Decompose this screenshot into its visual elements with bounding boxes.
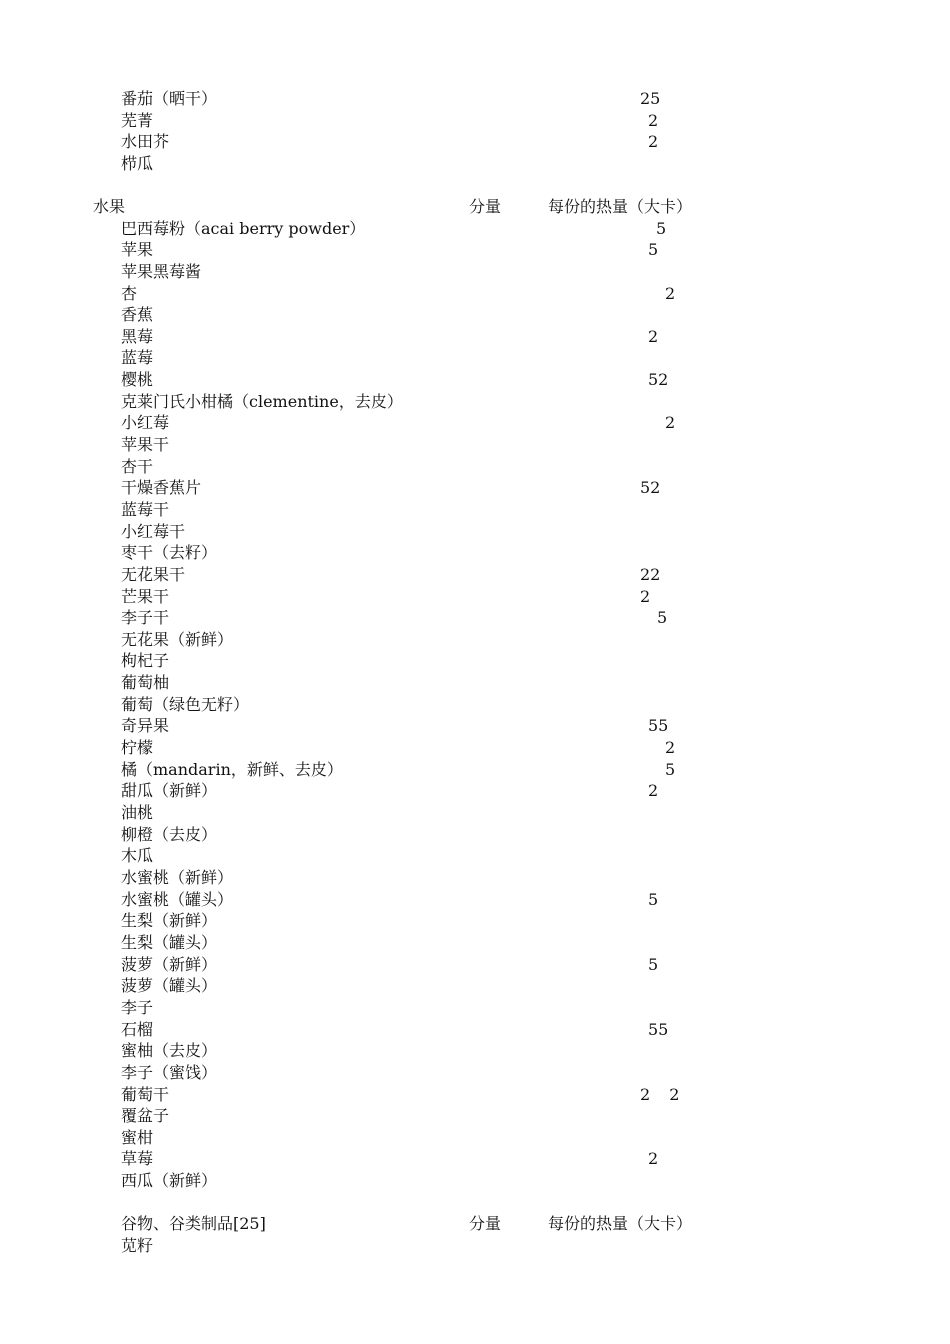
food-name: 覆盆子 bbox=[121, 1106, 170, 1125]
food-name: 苋籽 bbox=[121, 1236, 154, 1255]
kcal-value: 5 bbox=[665, 760, 676, 779]
kcal-value: 52 bbox=[648, 370, 669, 389]
food-name: 巴西莓粉（acai berry powder） bbox=[121, 219, 366, 238]
food-name: 油桃 bbox=[121, 803, 154, 822]
food-name: 番茄（晒干） bbox=[121, 89, 218, 108]
kcal-value: 5 bbox=[648, 240, 659, 259]
kcal-value: 2 bbox=[665, 738, 676, 757]
portion-column-header: 分量 bbox=[469, 197, 502, 216]
kcal-value: 2 bbox=[648, 1149, 659, 1168]
food-name: 奇异果 bbox=[121, 716, 170, 735]
kcal-value: 2 2 bbox=[640, 1085, 680, 1104]
food-name: 香蕉 bbox=[121, 305, 154, 324]
food-name: 葡萄（绿色无籽） bbox=[121, 695, 250, 714]
food-name: 李子（蜜饯） bbox=[121, 1063, 218, 1082]
section-title: 水果 bbox=[93, 197, 126, 216]
food-name: 苹果 bbox=[121, 240, 154, 259]
food-name: 西瓜（新鲜） bbox=[121, 1171, 218, 1190]
food-name: 水蜜桃（新鲜） bbox=[121, 868, 234, 887]
food-name: 生梨（新鲜） bbox=[121, 911, 218, 930]
food-name: 枸杞子 bbox=[121, 651, 170, 670]
food-name: 干燥香蕉片 bbox=[121, 478, 202, 497]
food-name: 木瓜 bbox=[121, 846, 154, 865]
kcal-column-header: 每份的热量（大卡） bbox=[548, 197, 693, 216]
food-name: 栉瓜 bbox=[121, 154, 154, 173]
food-name: 石榴 bbox=[121, 1020, 154, 1039]
food-name: 水田芥 bbox=[121, 132, 170, 151]
food-name: 葡萄干 bbox=[121, 1085, 170, 1104]
kcal-value: 55 bbox=[648, 1020, 669, 1039]
food-name: 芒果干 bbox=[121, 587, 170, 606]
food-name: 无花果干 bbox=[121, 565, 186, 584]
food-name: 菠萝（罐头） bbox=[121, 976, 218, 995]
kcal-value: 22 bbox=[640, 565, 661, 584]
kcal-value: 2 bbox=[648, 111, 659, 130]
food-name: 芜菁 bbox=[121, 111, 154, 130]
food-name: 黑莓 bbox=[121, 327, 154, 346]
food-name: 蜜柑 bbox=[121, 1128, 154, 1147]
food-name: 苹果黑莓酱 bbox=[121, 262, 202, 281]
food-name: 李子干 bbox=[121, 608, 170, 627]
kcal-value: 2 bbox=[648, 781, 659, 800]
food-name: 无花果（新鲜） bbox=[121, 630, 234, 649]
food-name: 柳橙（去皮） bbox=[121, 825, 218, 844]
kcal-value: 2 bbox=[665, 284, 676, 303]
kcal-column-header: 每份的热量（大卡） bbox=[548, 1214, 693, 1233]
kcal-value: 2 bbox=[640, 587, 651, 606]
food-name: 蓝莓 bbox=[121, 348, 154, 367]
food-name: 苹果干 bbox=[121, 435, 170, 454]
food-name: 枣干（去籽） bbox=[121, 543, 218, 562]
food-name: 菠萝（新鲜） bbox=[121, 955, 218, 974]
kcal-value: 2 bbox=[665, 413, 676, 432]
food-name: 樱桃 bbox=[121, 370, 154, 389]
food-name: 生梨（罐头） bbox=[121, 933, 218, 952]
kcal-value: 2 bbox=[648, 132, 659, 151]
section-title: 谷物、谷类制品[25] bbox=[121, 1214, 266, 1233]
food-name: 柠檬 bbox=[121, 738, 154, 757]
food-name: 蜜柚（去皮） bbox=[121, 1041, 218, 1060]
kcal-value: 5 bbox=[648, 955, 659, 974]
food-name: 李子 bbox=[121, 998, 154, 1017]
kcal-value: 5 bbox=[656, 219, 667, 238]
food-name: 葡萄柚 bbox=[121, 673, 170, 692]
kcal-value: 2 bbox=[648, 327, 659, 346]
food-name: 草莓 bbox=[121, 1149, 154, 1168]
food-name: 小红莓干 bbox=[121, 522, 186, 541]
kcal-value: 5 bbox=[657, 608, 668, 627]
kcal-value: 5 bbox=[648, 890, 659, 909]
food-name: 杏干 bbox=[121, 457, 154, 476]
food-name: 橘（mandarin，新鲜、去皮） bbox=[121, 760, 343, 779]
kcal-value: 52 bbox=[640, 478, 661, 497]
food-name: 水蜜桃（罐头） bbox=[121, 890, 234, 909]
food-name: 克莱门氏小柑橘（clementine，去皮） bbox=[121, 392, 403, 411]
food-name: 甜瓜（新鲜） bbox=[121, 781, 218, 800]
food-name: 蓝莓干 bbox=[121, 500, 170, 519]
portion-column-header: 分量 bbox=[469, 1214, 502, 1233]
food-name: 小红莓 bbox=[121, 413, 170, 432]
kcal-value: 55 bbox=[648, 716, 669, 735]
food-name: 杏 bbox=[121, 284, 138, 303]
kcal-value: 25 bbox=[640, 89, 661, 108]
